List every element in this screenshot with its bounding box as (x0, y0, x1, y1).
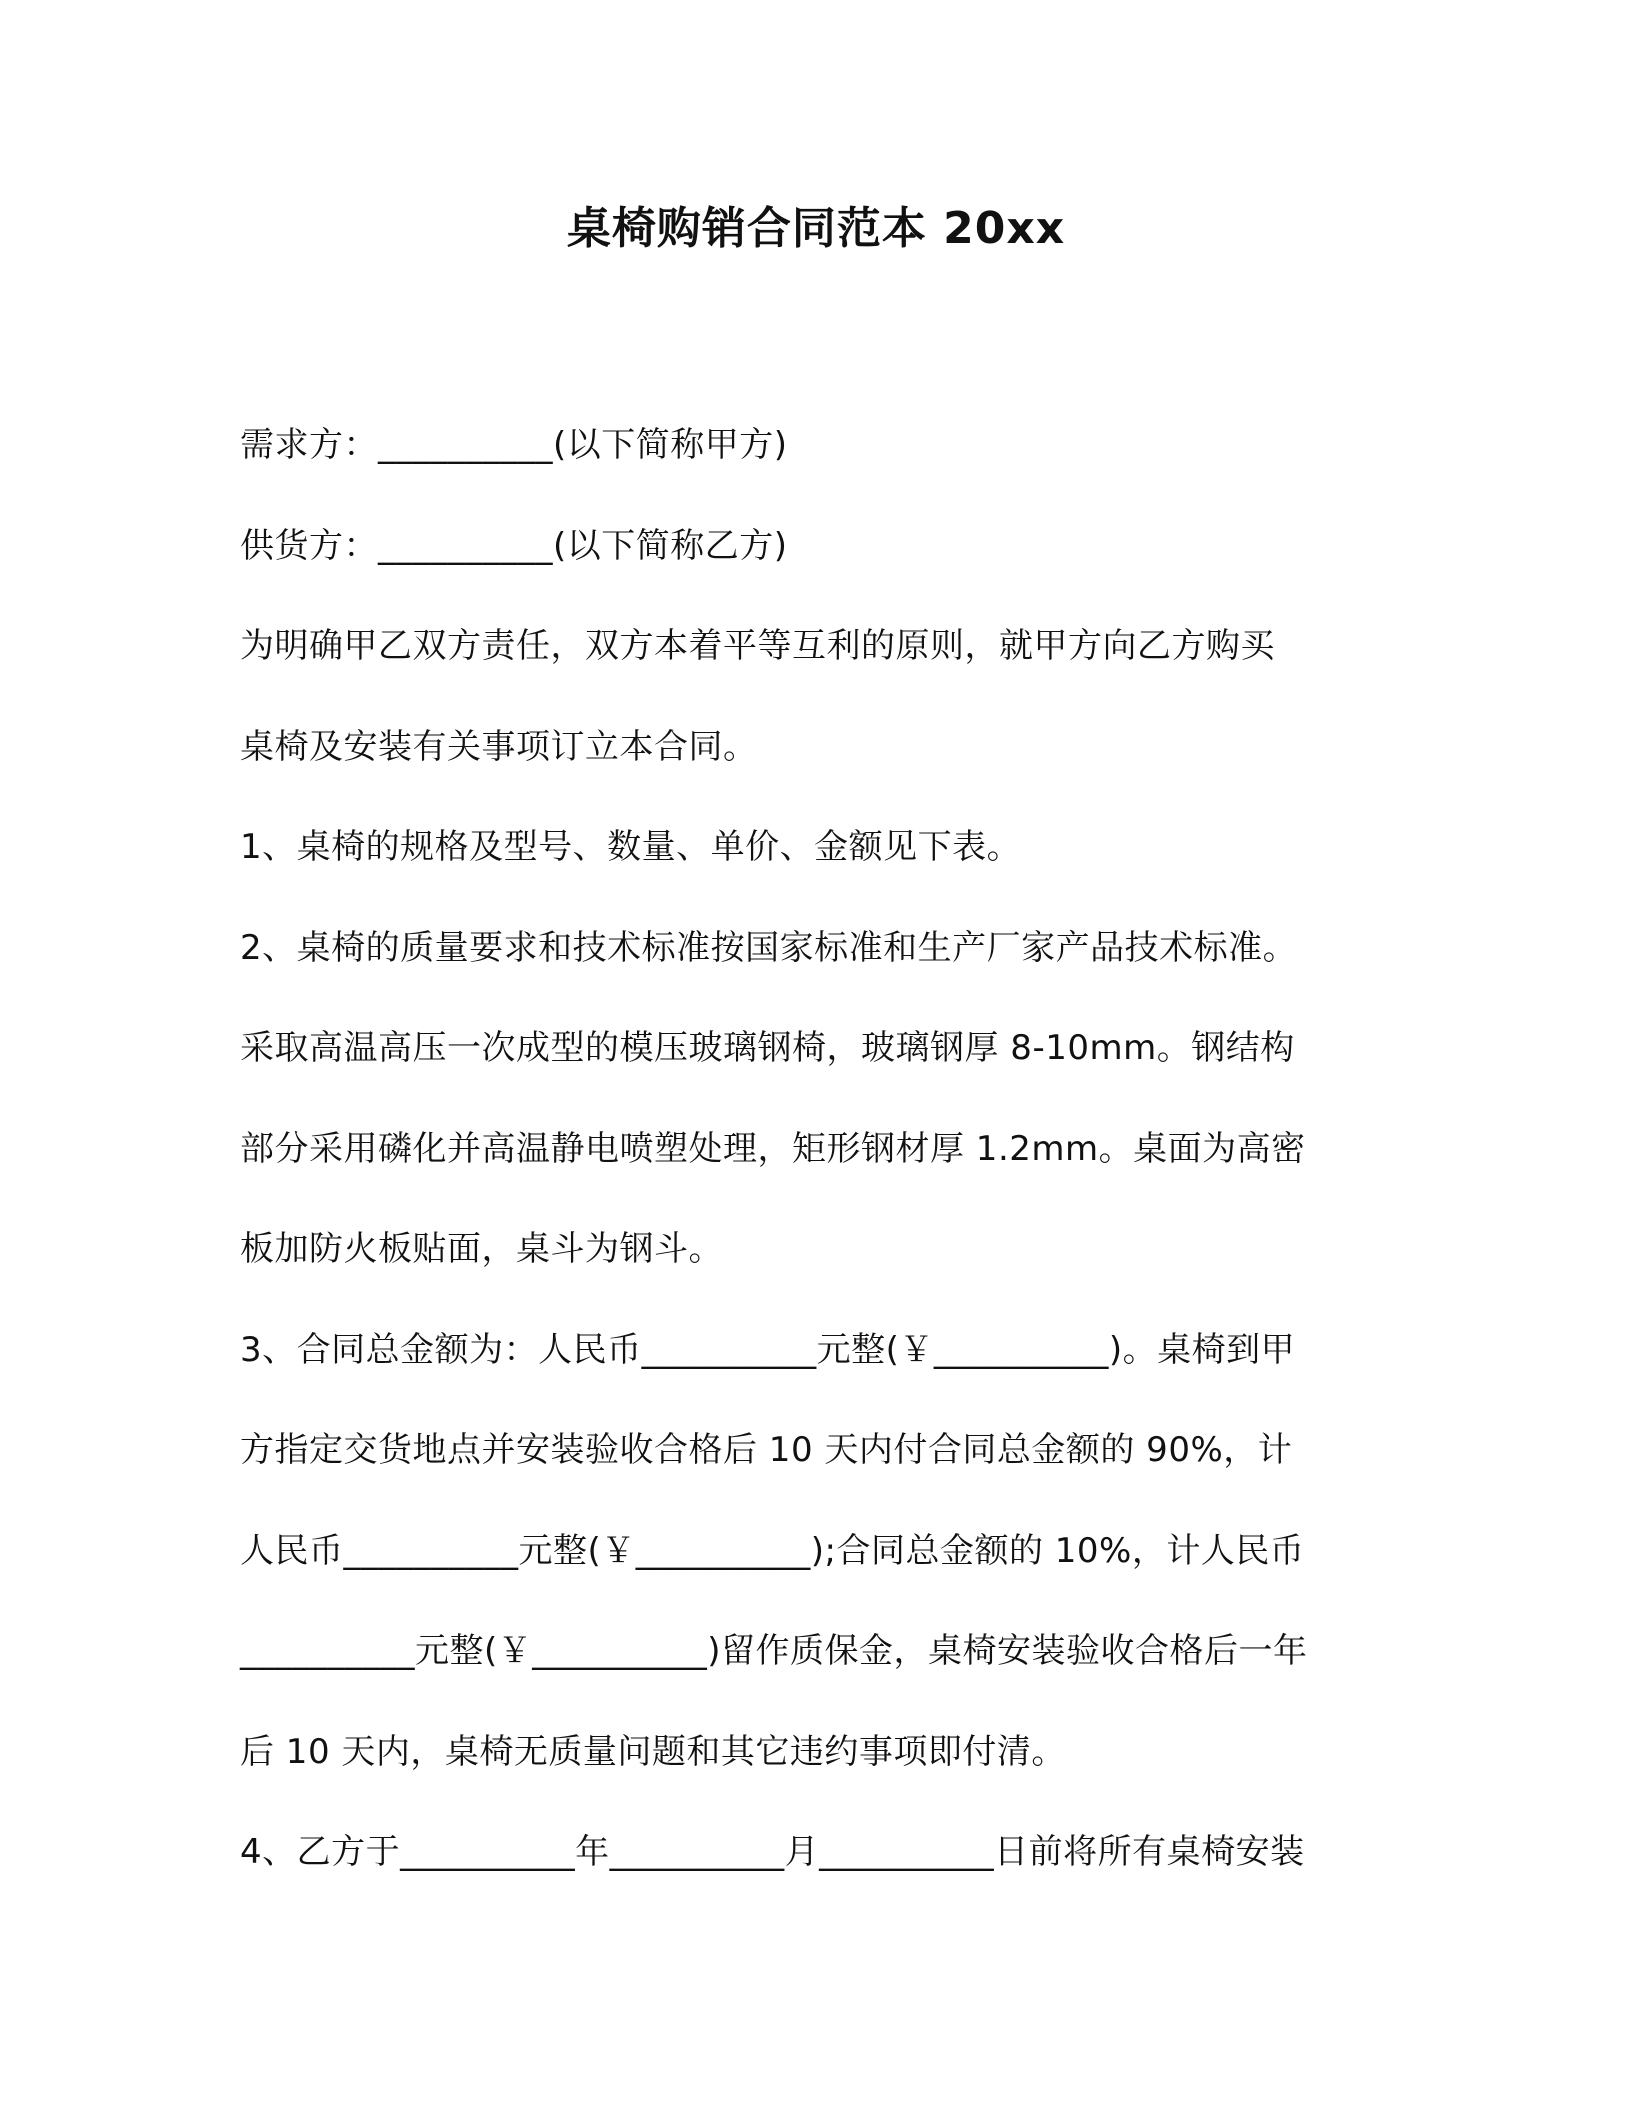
clause-2-line-1: 2、桌椅的质量要求和技术标准按国家标准和生产厂家产品技术标准。 (240, 928, 1298, 968)
clause-2-line-2: 采取高温高压一次成型的模压玻璃钢椅，玻璃钢厚 8-10mm。钢结构 (240, 1028, 1295, 1068)
document-title: 桌椅购销合同范本 20xx (566, 203, 1066, 254)
clause-3-line-3: 人民币__________元整(￥__________);合同总金额的 10%，计人民币 (240, 1531, 1305, 1571)
preamble-line-2: 桌椅及安装有关事项订立本合同。 (240, 727, 758, 767)
clause-buyer: 需求方：__________(以下简称甲方) (240, 425, 788, 465)
clause-2-line-4: 板加防火板贴面，桌斗为钢斗。 (240, 1229, 723, 1269)
clause-3-line-4: __________元整(￥__________)留作质保金，桌椅安装验收合格后一年 (240, 1631, 1308, 1671)
clause-3-line-2: 方指定交货地点并安装验收合格后 10 天内付合同总金额的 90%，计 (240, 1430, 1293, 1470)
clause-supplier: 供货方：__________(以下简称乙方) (240, 526, 788, 566)
preamble-line-1: 为明确甲乙双方责任，双方本着平等互利的原则，就甲方向乙方购买 (240, 626, 1275, 666)
clause-1: 1、桌椅的规格及型号、数量、单价、金额见下表。 (240, 827, 1022, 867)
clause-3-line-5: 后 10 天内，桌椅无质量问题和其它违约事项即付清。 (240, 1732, 1066, 1772)
clause-4-line-1: 4、乙方于__________年__________月__________日前将所有桌椅安装 (240, 1832, 1305, 1872)
clause-2-line-3: 部分采用磷化并高温静电喷塑处理，矩形钢材厚 1.2mm。桌面为高密 (240, 1129, 1306, 1169)
clause-3-line-1: 3、合同总金额为：人民币__________元整(￥__________)。桌椅到甲 (240, 1330, 1296, 1370)
